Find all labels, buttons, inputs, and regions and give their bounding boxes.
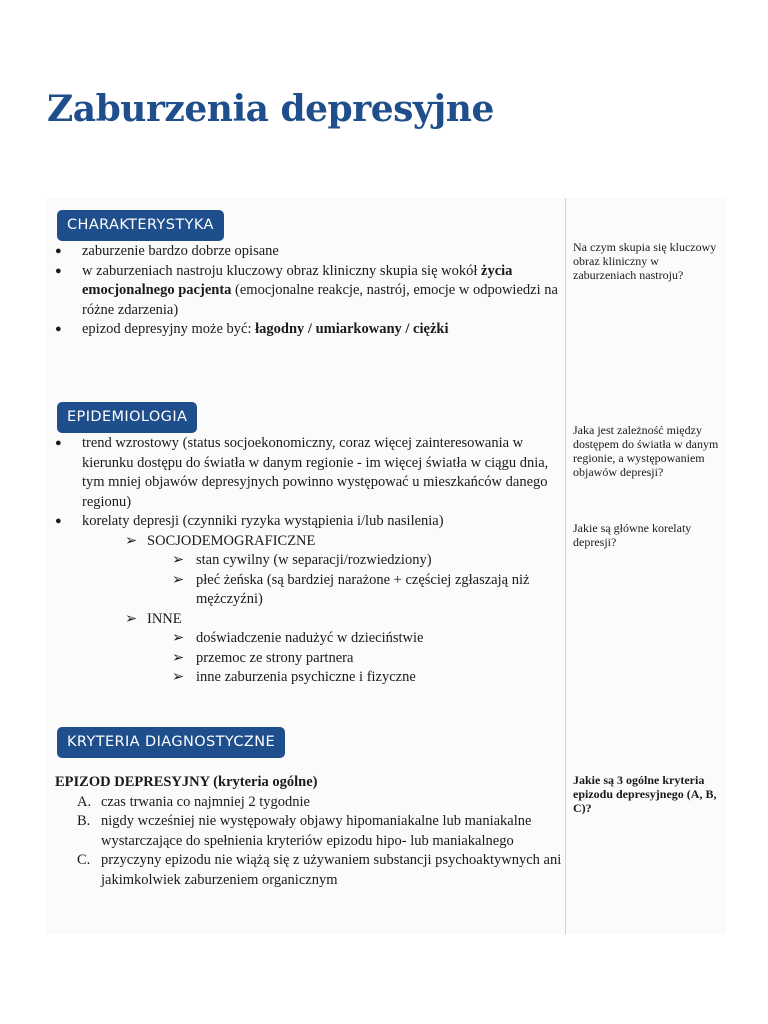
column-divider <box>565 198 566 934</box>
arrow-icon: ➢ <box>125 610 138 627</box>
list-item-text: korelaty depresji (czynniki ryzyka wystąpienia i/lub nasilenia) <box>82 513 444 529</box>
margin-question: Jaka jest zależność między dostępem do światła w danym regionie, a występowaniem objawów depresji? <box>573 423 719 479</box>
list-item <box>55 434 560 512</box>
subgroup-item-text: płeć żeńska (są bardziej narażone + częściej zgłaszają niż mężczyźni) <box>196 571 530 607</box>
list-item-text: (emocjonalne reakcje, nastrój, emocje w odpowiedzi na różne zdarzenia) <box>82 282 558 318</box>
margin-question: Jakie są 3 ogólne kryteria epizodu depresyjnego (A, B, C)? <box>573 773 717 815</box>
list-item-text: trend wzrostowy (status socjoekonomiczny, coraz więcej zainteresowania w kierunku dostępu do światła w danym regionie - im więcej światła w ciągu dnia, tym mniej objawów depresyjnych powinno występować u mieszkańców danego regionu) <box>82 435 549 510</box>
arrow-icon: ➢ <box>172 649 185 666</box>
subgroup-item-text: doświadczenie nadużyć w dzieciństwie <box>196 630 424 646</box>
list-item-text: czas trwania co najmniej 2 tygodnie <box>101 793 310 810</box>
subgroup-item <box>55 571 560 610</box>
section-epidemiologia <box>55 434 560 688</box>
arrow-icon: ➢ <box>172 630 185 646</box>
subgroup-item-text: przemoc ze strony partnera <box>196 649 354 666</box>
list-item-emphasis: łagodny / umiarkowany / ciężki <box>255 321 449 337</box>
arrow-icon: ➢ <box>172 571 185 588</box>
subgroup-item-text: stan cywilny (w separacji/rozwiedziony) <box>196 552 432 568</box>
subgroup-item <box>55 668 560 688</box>
list-item-text: epizod depresyjny może być: <box>82 321 256 337</box>
list-item <box>55 812 563 851</box>
list-item <box>55 242 560 262</box>
list-item-text: w zaburzeniach nastroju kluczowy obraz kliniczny skupia się wokół <box>82 262 482 279</box>
list-item <box>55 320 560 340</box>
list-item-text: zaburzenie bardzo dobrze opisane <box>82 243 279 259</box>
subgroup-label: SOCJODEMOGRAFICZNE <box>147 532 316 549</box>
section-badge-epidemiologia: EPIDEMIOLOGIA <box>57 402 197 433</box>
arrow-icon: ➢ <box>172 552 185 568</box>
criteria-list <box>55 793 563 891</box>
arrow-icon: ➢ <box>125 532 138 549</box>
section-badge-charakterystyka: CHARAKTERYSTYKA <box>57 210 224 241</box>
subgroup-item <box>55 629 560 649</box>
margin-question: Na czym skupia się kluczowy obraz kliniczny w zaburzeniach nastroju? <box>573 240 717 282</box>
list-item <box>55 262 560 321</box>
section-charakterystyka <box>55 242 560 340</box>
list-letter: B. <box>77 813 91 829</box>
list-item-emphasis: życia emocjonalnego pacjenta <box>82 262 513 298</box>
subgroup-item <box>55 551 560 571</box>
list-letter: C. <box>77 852 91 868</box>
arrow-icon: ➢ <box>172 669 185 685</box>
subgroup-heading <box>55 532 560 552</box>
list-item-text: przyczyny epizodu nie wiążą się z używaniem substancji psychoaktywnych ani jakimkolwiek zaburzeniem organicznym <box>101 852 562 888</box>
criteria-heading: EPIZOD DEPRESYJNY (kryteria ogólne) <box>55 774 318 790</box>
list-letter: A. <box>77 793 92 810</box>
subgroup-item <box>55 649 560 669</box>
list-item <box>55 851 563 890</box>
bullet-list <box>55 242 560 340</box>
subgroup-item-text: inne zaburzenia psychiczne i fizyczne <box>196 669 416 685</box>
margin-question: Jakie są główne korelaty depresji? <box>573 521 692 549</box>
list-item <box>55 793 563 813</box>
subgroup-heading <box>55 610 560 630</box>
page-title: Zaburzenia depresyjne <box>47 88 494 130</box>
list-item-text: nigdy wcześniej nie występowały objawy hipomaniakalne lub maniakalne wystarczające do spełnienia kryteriów epizodu hipo- lub maniakalnego <box>101 813 532 849</box>
bullet-list <box>55 434 560 532</box>
subgroup-label: INNE <box>147 610 182 627</box>
section-kryteria <box>55 773 563 890</box>
section-badge-kryteria: KRYTERIA DIAGNOSTYCZNE <box>57 727 285 758</box>
list-item <box>55 512 560 532</box>
